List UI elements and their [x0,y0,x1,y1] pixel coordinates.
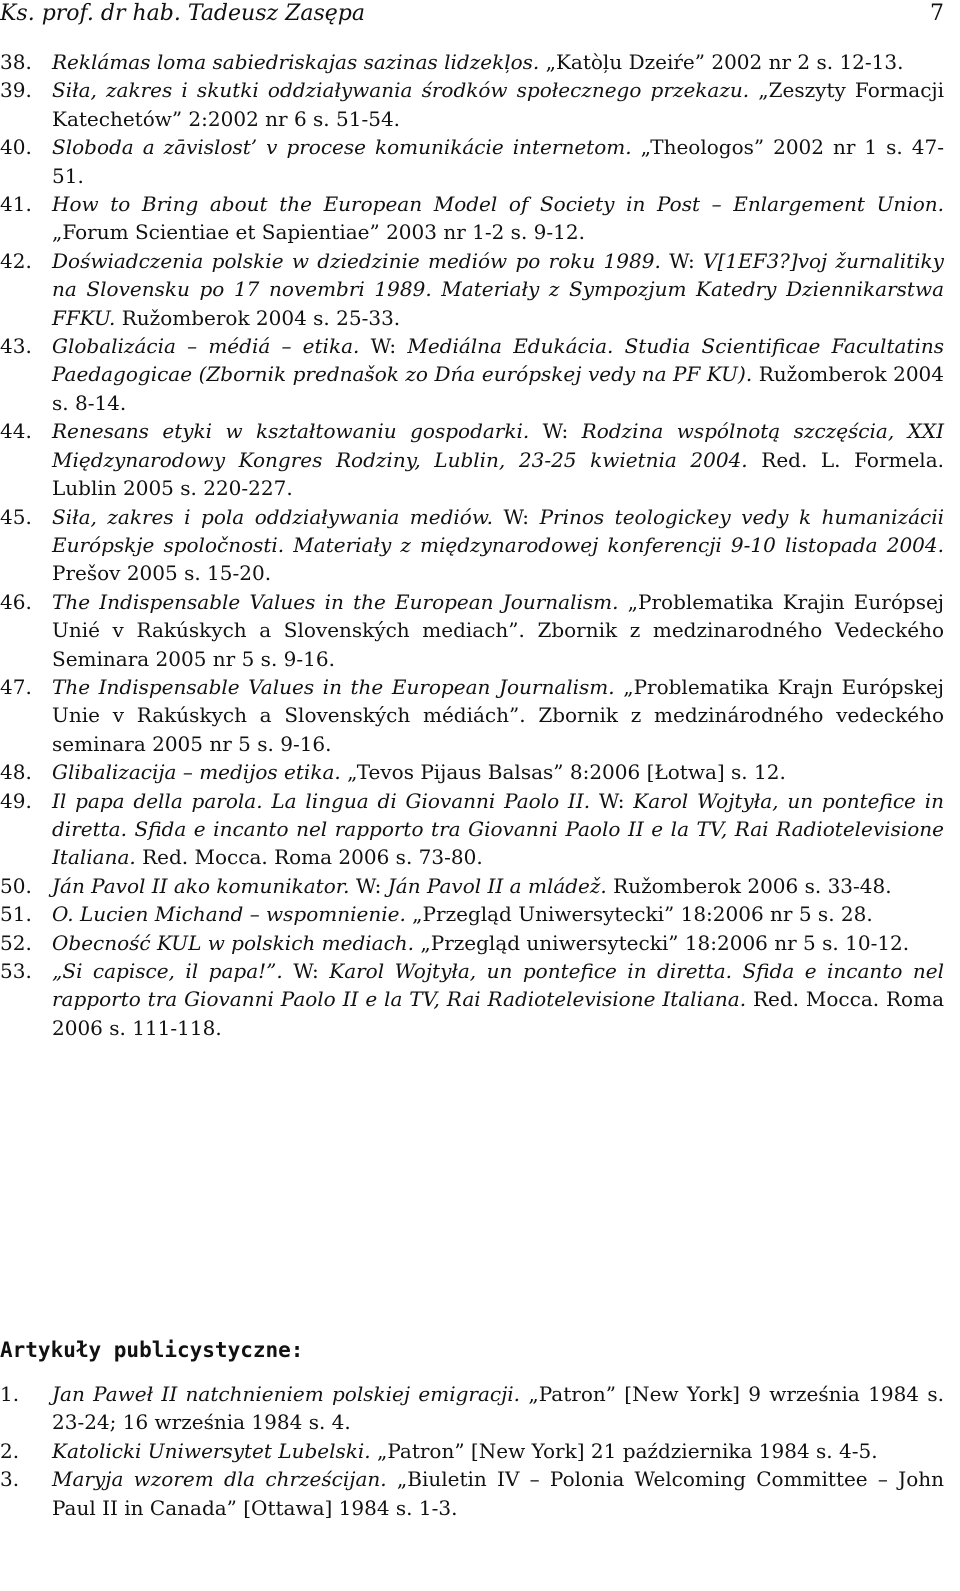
item-number: 46. [0,589,32,614]
item-citation: „Katòļu Dzeiŕe” 2002 nr 2 s. 12-13. [539,50,904,74]
item-number: 51. [0,902,32,927]
item-title: Reklámas loma sabiedriskajas sazinas lidzekļos. [52,50,540,74]
item-number: 40. [0,135,32,160]
item-title: Siła, zakres i pola oddziaływania mediów. [52,504,493,529]
item-title: Ján Pavol II ako komunikator. [52,873,350,898]
item-number: 48. [0,760,32,785]
item-number: 43. [0,334,32,359]
item-number: 3. [0,1467,20,1492]
item-number: 47. [0,674,32,699]
item-citation: „Problematika Krajin Európsej Unié v Rakúskych a Slovenských mediach”. Zbornik z medzinarodného Vedeckého Seminara 2005 nr 5 s. 9-16. [52,589,944,671]
item-number: 42. [0,248,32,273]
item-title: Il papa della parola. La lingua di Giovanni Paolo II. [52,788,591,813]
list-item [0,48,944,76]
item-title: O. Lucien Michand – wspomnienie. [52,902,406,927]
item-number: 49. [0,788,32,813]
item-title: How to Bring about the European Model of Society in Post – Enlargement Union. [52,192,944,217]
item-title: Katolicki Uniwersytet Lubelski. [52,1438,371,1463]
item-citation: „Tevos Pijaus Balsas” 8:2006 [Łotwa] s. 12. [340,760,786,785]
item-citation: W: [590,788,634,813]
item-citation: Ružomberok 2006 s. 33-48. [606,873,892,898]
item-number: 38. [0,50,32,74]
item-citation: W: [529,419,582,444]
item-title: V[1EF3?]voj žurnalitiky na Slovensku po 17 novembri 1989. Materiały z Sympozjum Katedry Dziennikarstwa FFKU. [52,248,944,330]
list-item [0,190,944,247]
list-item [0,929,944,957]
item-citation: W: [282,959,330,983]
item-citation: „Zeszyty Formacji Katechetów” 2:2002 nr 6 s. 51-54. [52,78,945,131]
item-title: „Si capisce, il papa!”. [52,959,283,983]
page-number: 7 [930,1,944,26]
list-item [0,1437,944,1465]
item-citation: „Przegląd uniwersytecki” 18:2006 nr 5 s. 10-12. [414,930,910,955]
item-number: 45. [0,504,32,529]
section-heading: Artykuły publicystyczne: [0,1338,304,1362]
item-citation: „Problematika Krajn Európskej Unie v Rakúskych a Slovenských médiách”. Zbornik z medzinárodného vedeckého seminara 2005 nr 5 s. 9-16. [52,674,944,756]
item-citation: Red. Mocca. Roma 2006 s. 73-80. [135,845,483,870]
item-number: 39. [0,78,32,103]
item-title: Rodzina wspólnotą szczęścia, XXI Międzynarodowy Kongres Rodziny, Lublin, 23-25 kwietnia 2004. [52,419,944,472]
item-title: Siła, zakres i skutki oddziaływania środków społecznego przekazu. [52,78,750,103]
item-title: The Indispensable Values in the European Journalism. [52,674,615,699]
item-title: Globalizácia – médiá – etika. [52,334,360,359]
list-item [0,1380,944,1437]
item-title: Ján Pavol II a mládež. [387,873,607,898]
list-item [0,787,944,872]
header-author: Ks. prof. dr hab. Tadeusz Zasępa [0,1,365,26]
list-item [0,503,944,588]
item-number: 44. [0,419,32,444]
item-title: Obecność KUL w polskich mediach. [52,930,415,955]
item-title: Glibalizacija – medijos etika. [52,760,341,785]
list-item [0,900,944,928]
item-number: 41. [0,192,32,217]
list-item [0,588,944,673]
item-title: Karol Wojtyła, un pontefice in diretta. Sfida e incanto nel rapporto tra Giovanni Paolo II e la TV, Rai Radiotelevisione Italiana. [52,788,944,870]
bibliography-list [0,48,944,1042]
list-item [0,673,944,758]
item-title: Mediálna Edukácia. Studia Scientificae Facultatins Paedagogicae (Zbornik prednašok zo Dńa európskej vedy na PF KU). [52,334,944,387]
item-citation: „Patron” [New York] 9 września 1984 s. 23-24; 16 września 1984 s. 4. [52,1382,944,1435]
item-title: Sloboda a zāvislost’ v procese komunikácie internetom. [52,135,632,160]
item-citation: „Patron” [New York] 21 października 1984 s. 4-5. [370,1438,878,1463]
item-number: 1. [0,1382,20,1406]
item-citation: „Forum Scientiae et Sapientiae” 2003 nr 1-2 s. 9-12. [52,220,585,245]
item-title: Maryja wzorem dla chrześcijan. [52,1467,387,1492]
list-item [0,957,944,1042]
item-title: Doświadczenia polskie w dziedzinie mediów po roku 1989. [52,248,661,273]
item-citation: „Biuletin IV – Polonia Welcoming Committee – John Paul II in Canada” [Ottawa] 1984 s. 1-3. [52,1467,945,1520]
item-citation: Red. L. Formela. Lublin 2005 s. 220-227. [52,447,944,501]
item-citation: Ružomberok 2004 s. 25-33. [115,305,401,330]
list-item [0,417,944,502]
list-item [0,133,944,190]
item-citation: W: [660,248,703,273]
item-number: 52. [0,930,32,955]
item-citation: W: [492,504,540,529]
running-header [0,0,944,30]
articles-list [0,1380,944,1522]
list-item [0,332,944,417]
list-item [0,872,944,900]
item-citation: W: [359,334,408,359]
item-citation: „Przegląd Uniwersytecki” 18:2006 nr 5 s. 28. [405,902,873,927]
item-title: Jan Paweł II natchnieniem polskiej emigracji. [52,1382,521,1406]
item-title: Renesans etyki w kształtowaniu gospodarki. [52,419,530,444]
item-citation: Prešov 2005 s. 15-20. [52,561,272,586]
list-item [0,247,944,332]
item-title: Prinos teologickey vedy k humanizácii Európskje spoločnosti. Materiały z międzynarodowej konferencji 9-10 listopada 2004. [52,504,944,557]
item-number: 50. [0,873,32,898]
item-title: The Indispensable Values in the European Journalism. [52,589,619,614]
list-item [0,758,944,786]
item-number: 53. [0,959,32,983]
item-citation: W: [349,873,388,898]
list-item [0,1465,944,1522]
item-citation: „Theologos” 2002 nr 1 s. 47-51. [52,135,944,188]
item-title: Karol Wojtyła, un pontefice in diretta. Sfida e incanto nel rapporto tra Giovanni Paolo II e la TV, Rai Radiotelevisione Italiana. [52,959,944,1012]
list-item [0,76,944,133]
item-number: 2. [0,1438,20,1463]
item-citation: Ružomberok 2004 s. 8-14. [52,362,944,415]
item-citation: Red. Mocca. Roma 2006 s. 111-118. [52,987,944,1040]
